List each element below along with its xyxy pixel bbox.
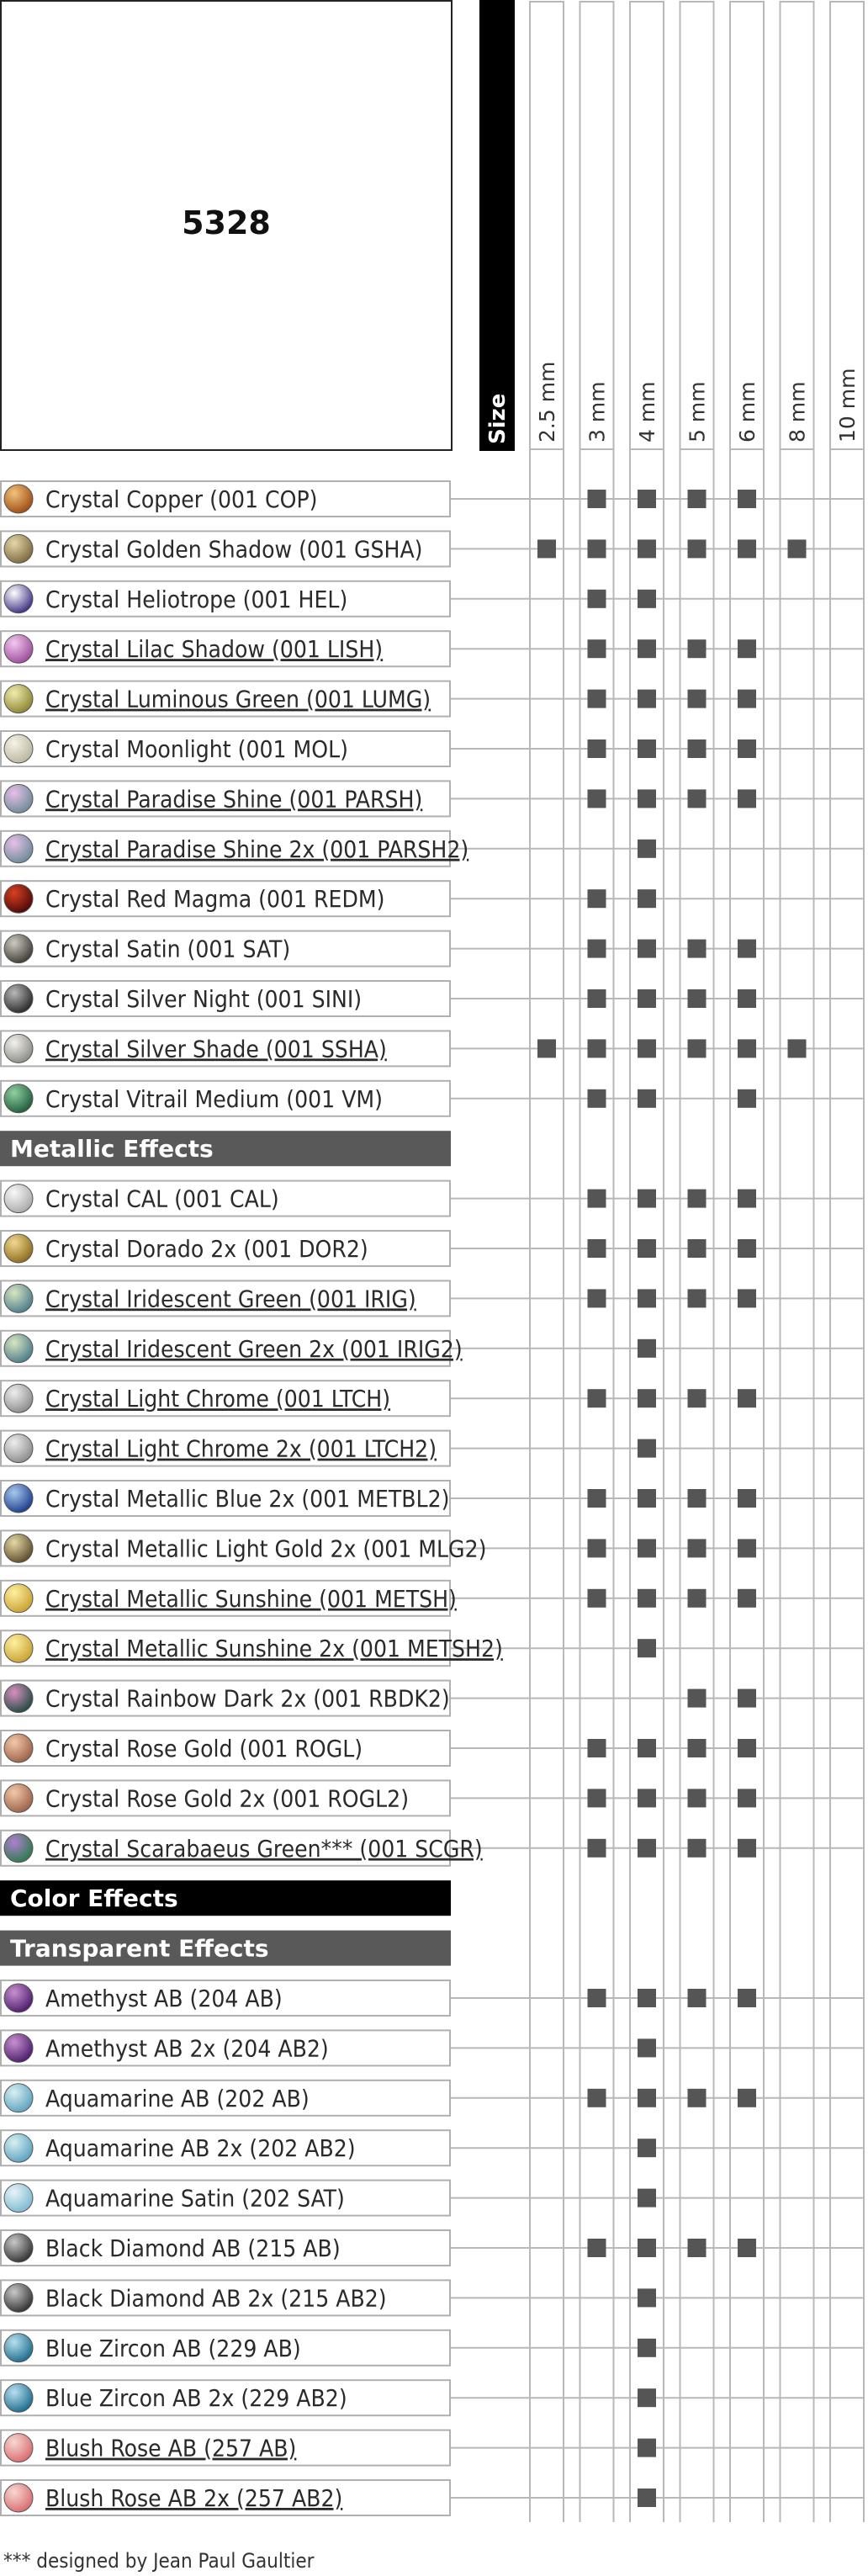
availability-marker xyxy=(738,1389,756,1407)
product-label: Blue Zircon AB (229 AB) xyxy=(45,2334,301,2362)
availability-marker xyxy=(738,1289,756,1307)
availability-marker xyxy=(688,739,707,758)
color-swatch-icon xyxy=(4,2334,33,2362)
availability-marker xyxy=(588,989,606,1008)
availability-marker xyxy=(638,739,656,758)
color-swatch-icon xyxy=(4,1384,33,1413)
color-swatch-icon xyxy=(4,1434,33,1463)
availability-marker xyxy=(638,639,656,658)
product-label[interactable]: Crystal Iridescent Green 2x (001 IRIG2) xyxy=(45,1334,463,1363)
availability-marker xyxy=(588,2239,606,2257)
product-label: Crystal Copper (001 COP) xyxy=(45,485,318,513)
article-number-box xyxy=(0,0,453,451)
availability-marker xyxy=(738,739,756,758)
availability-marker xyxy=(638,2239,656,2257)
availability-marker xyxy=(788,539,807,558)
availability-marker xyxy=(588,1739,606,1757)
availability-marker xyxy=(638,1289,656,1307)
availability-marker xyxy=(638,2489,656,2507)
availability-marker xyxy=(738,490,756,508)
product-label: Crystal Silver Night (001 SINI) xyxy=(45,985,363,1013)
availability-marker xyxy=(588,739,606,758)
product-label: Crystal Metallic Blue 2x (001 METBL2) xyxy=(45,1485,450,1513)
product-label: Black Diamond AB (215 AB) xyxy=(45,2234,341,2262)
availability-marker xyxy=(588,940,606,958)
product-label: Crystal Red Magma (001 REDM) xyxy=(45,885,385,914)
availability-marker xyxy=(638,2388,656,2407)
availability-marker xyxy=(638,1389,656,1407)
product-label: Crystal Golden Shadow (001 GSHA) xyxy=(45,535,423,564)
availability-marker xyxy=(688,490,707,508)
availability-marker xyxy=(688,539,707,558)
availability-marker xyxy=(638,2439,656,2457)
availability-marker xyxy=(638,1039,656,1057)
availability-marker xyxy=(588,1289,606,1307)
availability-marker xyxy=(638,1989,656,2007)
availability-marker xyxy=(638,940,656,958)
availability-marker xyxy=(688,1239,707,1258)
availability-marker xyxy=(588,1789,606,1807)
availability-marker xyxy=(738,2089,756,2107)
color-swatch-icon xyxy=(4,884,33,913)
color-swatch-icon xyxy=(4,485,33,513)
product-label: Black Diamond AB 2x (215 AB2) xyxy=(45,2284,387,2313)
availability-marker xyxy=(738,539,756,558)
availability-marker xyxy=(588,1239,606,1258)
availability-marker xyxy=(738,1190,756,1208)
product-label: Blue Zircon AB 2x (229 AB2) xyxy=(45,2384,347,2413)
product-label: Crystal Dorado 2x (001 DOR2) xyxy=(45,1235,368,1263)
availability-marker xyxy=(688,789,707,808)
availability-marker xyxy=(688,639,707,658)
product-label: Crystal Rose Gold 2x (001 ROGL2) xyxy=(45,1784,410,1813)
availability-marker xyxy=(638,2089,656,2107)
availability-marker xyxy=(588,1389,606,1407)
availability-marker xyxy=(638,1839,656,1858)
color-swatch-icon xyxy=(4,2434,33,2462)
availability-marker xyxy=(638,539,656,558)
size-column-label: 6 mm xyxy=(735,381,760,443)
availability-marker xyxy=(588,2089,606,2107)
availability-marker xyxy=(688,1289,707,1307)
availability-marker xyxy=(638,1789,656,1807)
availability-marker xyxy=(638,789,656,808)
availability-marker xyxy=(688,690,707,708)
availability-marker xyxy=(738,1239,756,1258)
availability-marker xyxy=(638,889,656,908)
color-swatch-icon xyxy=(4,1284,33,1312)
availability-marker xyxy=(688,940,707,958)
availability-marker xyxy=(588,690,606,708)
availability-marker xyxy=(738,789,756,808)
product-label[interactable]: Crystal Light Chrome (001 LTCH) xyxy=(45,1385,391,1413)
product-label[interactable]: Crystal Metallic Sunshine (001 METSH) xyxy=(45,1584,457,1613)
product-label: Crystal Heliotrope (001 HEL) xyxy=(45,585,348,613)
product-label[interactable]: Blush Rose AB (257 AB) xyxy=(45,2434,297,2462)
availability-marker xyxy=(588,539,606,558)
product-label[interactable]: Crystal Metallic Sunshine 2x (001 METSH2) xyxy=(45,1635,503,1663)
availability-marker xyxy=(588,490,606,508)
availability-marker xyxy=(638,1190,656,1208)
color-swatch-icon xyxy=(4,1734,33,1762)
availability-marker xyxy=(638,1639,656,1657)
product-label: Crystal Metallic Light Gold 2x (001 MLG2) xyxy=(45,1534,487,1563)
availability-marker xyxy=(638,1239,656,1258)
availability-marker xyxy=(588,889,606,908)
availability-marker xyxy=(738,1489,756,1508)
section-header-label: Metallic Effects xyxy=(10,1135,214,1163)
size-column-label: 3 mm xyxy=(585,381,610,443)
color-swatch-icon xyxy=(4,1084,33,1113)
availability-marker xyxy=(588,1839,606,1858)
availability-marker xyxy=(738,1689,756,1708)
availability-marker xyxy=(688,1739,707,1757)
color-swatch-icon xyxy=(4,2283,33,2312)
availability-marker xyxy=(738,1839,756,1858)
product-label[interactable]: Crystal Lilac Shadow (001 LISH) xyxy=(45,635,384,664)
availability-marker xyxy=(588,1489,606,1508)
color-swatch-icon xyxy=(4,984,33,1013)
color-swatch-icon xyxy=(4,2234,33,2262)
availability-marker xyxy=(638,1539,656,1557)
availability-marker xyxy=(588,1589,606,1608)
availability-marker xyxy=(638,1589,656,1608)
product-label: Crystal Rose Gold (001 ROGL) xyxy=(45,1735,363,1762)
availability-marker xyxy=(588,1089,606,1108)
color-swatch-icon xyxy=(4,2483,33,2512)
article-number: 5328 xyxy=(182,204,271,241)
section-header-label: Transparent Effects xyxy=(10,1934,269,1963)
availability-marker xyxy=(638,690,656,708)
color-swatch-icon xyxy=(4,2383,33,2412)
availability-marker xyxy=(688,989,707,1008)
availability-marker xyxy=(638,989,656,1008)
size-column-label: 10 mm xyxy=(835,368,860,443)
product-label: Crystal Vitrail Medium (001 VM) xyxy=(45,1084,383,1113)
availability-marker xyxy=(788,1039,807,1057)
availability-marker xyxy=(688,1489,707,1508)
availability-marker xyxy=(638,1089,656,1108)
availability-marker xyxy=(638,2339,656,2357)
availability-marker xyxy=(588,1039,606,1057)
color-swatch-icon xyxy=(4,1684,33,1713)
availability-marker xyxy=(738,940,756,958)
availability-marker xyxy=(738,690,756,708)
availability-marker xyxy=(688,1689,707,1708)
product-label: Crystal CAL (001 CAL) xyxy=(45,1185,279,1213)
product-label[interactable]: Crystal Paradise Shine 2x (001 PARSH2) xyxy=(45,835,469,863)
availability-marker xyxy=(588,1989,606,2007)
availability-marker xyxy=(688,1190,707,1208)
availability-marker xyxy=(688,1989,707,2007)
product-label: Aquamarine AB (202 AB) xyxy=(45,2084,310,2112)
color-swatch-icon xyxy=(4,634,33,663)
availability-marker xyxy=(738,1089,756,1108)
color-swatch-icon xyxy=(4,1834,33,1863)
product-label: Crystal Satin (001 SAT) xyxy=(45,935,291,963)
color-swatch-icon xyxy=(4,1584,33,1613)
product-label: Crystal Moonlight (001 MOL) xyxy=(45,735,348,763)
color-swatch-icon xyxy=(4,1034,33,1063)
color-swatch-icon xyxy=(4,1534,33,1562)
availability-marker xyxy=(638,1339,656,1358)
availability-marker xyxy=(588,590,606,608)
product-label[interactable]: Crystal Luminous Green (001 LUMG) xyxy=(45,685,431,713)
availability-marker xyxy=(688,2239,707,2257)
availability-marker xyxy=(688,1839,707,1858)
availability-marker xyxy=(537,1039,556,1057)
availability-marker xyxy=(588,1539,606,1557)
product-label[interactable]: Crystal Silver Shade (001 SSHA) xyxy=(45,1035,387,1063)
availability-marker xyxy=(588,639,606,658)
availability-marker xyxy=(638,490,656,508)
availability-marker xyxy=(638,1739,656,1757)
color-swatch-icon xyxy=(4,685,33,713)
color-swatch-icon xyxy=(4,2133,33,2162)
availability-marker xyxy=(738,1589,756,1608)
product-label: Crystal Rainbow Dark 2x (001 RBDK2) xyxy=(45,1684,450,1713)
availability-marker xyxy=(638,2038,656,2057)
color-swatch-icon xyxy=(4,734,33,763)
color-swatch-icon xyxy=(4,1484,33,1513)
availability-marker xyxy=(537,539,556,558)
availability-marker xyxy=(738,1989,756,2007)
product-label: Amethyst AB 2x (204 AB2) xyxy=(45,2034,329,2063)
product-label: Amethyst AB (204 AB) xyxy=(45,1985,283,2012)
color-swatch-icon xyxy=(4,935,33,963)
availability-marker xyxy=(738,1539,756,1557)
size-header-band xyxy=(479,0,515,451)
color-swatch-icon xyxy=(4,1234,33,1263)
product-label[interactable]: Crystal Iridescent Green (001 IRIG) xyxy=(45,1285,416,1313)
color-swatch-icon xyxy=(4,784,33,813)
availability-marker xyxy=(738,1739,756,1757)
size-header-label: Size xyxy=(485,393,511,444)
availability-marker xyxy=(738,989,756,1008)
size-column-label: 2.5 mm xyxy=(535,361,559,443)
availability-marker xyxy=(638,840,656,858)
color-swatch-icon xyxy=(4,835,33,863)
color-swatch-icon xyxy=(4,1634,33,1662)
size-column-label: 4 mm xyxy=(635,381,659,443)
color-swatch-icon xyxy=(4,1784,33,1812)
availability-marker xyxy=(688,2089,707,2107)
section-header-label: Color Effects xyxy=(10,1884,178,1913)
availability-marker xyxy=(638,2288,656,2307)
availability-marker xyxy=(688,1389,707,1407)
product-label[interactable]: Crystal Scarabaeus Green*** (001 SCGR) xyxy=(45,1834,483,1863)
availability-marker xyxy=(638,2189,656,2208)
size-column-label: 8 mm xyxy=(785,381,810,443)
color-swatch-icon xyxy=(4,1185,33,1213)
color-swatch-icon xyxy=(4,534,33,563)
footnote: *** designed by Jean Paul Gaultier xyxy=(3,2549,315,2573)
availability-marker xyxy=(688,1039,707,1057)
size-column-label: 5 mm xyxy=(685,381,710,443)
color-swatch-icon xyxy=(4,2033,33,2062)
product-label[interactable]: Crystal Light Chrome 2x (001 LTCH2) xyxy=(45,1434,437,1463)
product-label[interactable]: Blush Rose AB 2x (257 AB2) xyxy=(45,2484,343,2512)
availability-marker xyxy=(638,1439,656,1458)
availability-marker xyxy=(638,590,656,608)
availability-marker xyxy=(738,2239,756,2257)
availability-marker xyxy=(738,1789,756,1807)
color-swatch-icon xyxy=(4,2084,33,2112)
availability-marker xyxy=(638,2139,656,2157)
availability-marker xyxy=(688,1789,707,1807)
availability-marker xyxy=(588,789,606,808)
product-label: Aquamarine Satin (202 SAT) xyxy=(45,2184,345,2213)
availability-marker xyxy=(688,1539,707,1557)
product-label[interactable]: Crystal Paradise Shine (001 PARSH) xyxy=(45,785,423,814)
availability-marker xyxy=(738,639,756,658)
product-label: Aquamarine AB 2x (202 AB2) xyxy=(45,2134,356,2163)
color-swatch-icon xyxy=(4,1334,33,1363)
availability-marker xyxy=(638,1489,656,1508)
color-swatch-icon xyxy=(4,1984,33,2012)
color-swatch-icon xyxy=(4,585,33,613)
color-swatch-icon xyxy=(4,2184,33,2213)
availability-marker xyxy=(588,1190,606,1208)
availability-marker xyxy=(688,1589,707,1608)
availability-marker xyxy=(738,1039,756,1057)
